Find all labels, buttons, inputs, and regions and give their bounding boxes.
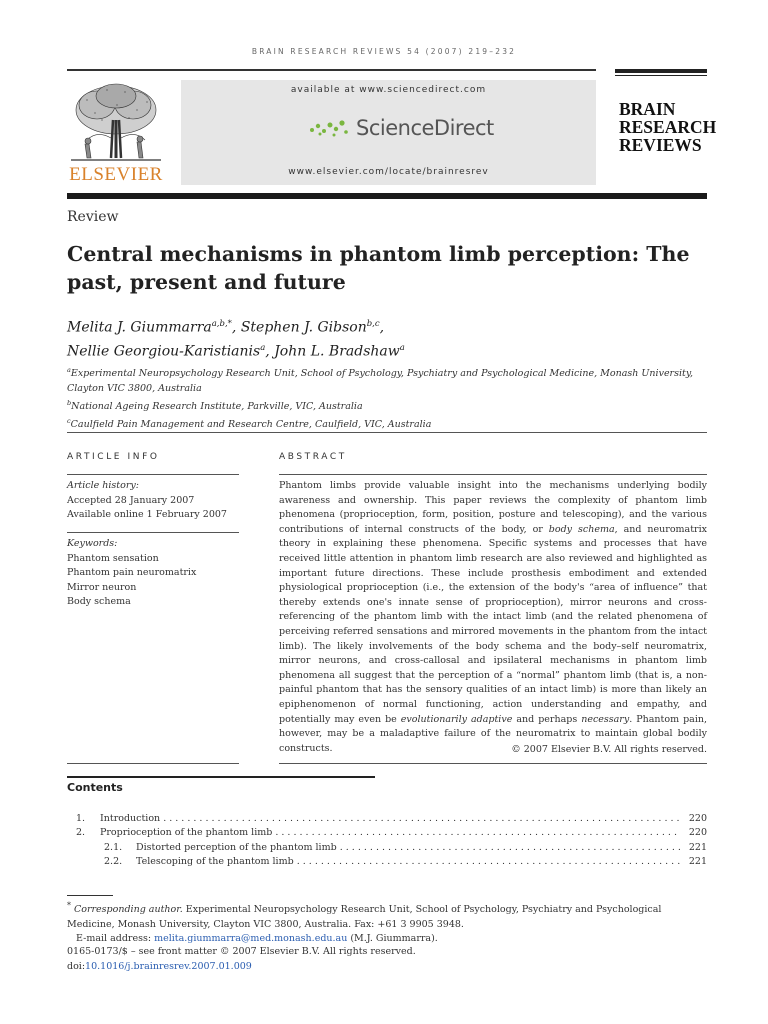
article-info-rule-bottom: [67, 763, 239, 764]
elsevier-tree-icon: [67, 80, 165, 166]
affiliation-text: Caulfield Pain Management and Research Centre, Caulfield, VIC, Australia: [70, 419, 432, 431]
toc-title[interactable]: Introduction . . .: [100, 813, 680, 824]
toc-title[interactable]: Telescoping of the phantom limb . . .: [136, 856, 680, 867]
affiliation-marker: b: [67, 399, 72, 408]
toc-entry[interactable]: [67, 827, 707, 841]
toc-number: 2.1.: [104, 842, 123, 853]
author-affil-marker: a: [260, 342, 266, 353]
sciencedirect-logo[interactable]: [308, 116, 494, 140]
header-rule-right-thin: [615, 75, 707, 76]
author-separator: ,: [265, 343, 275, 360]
abstract-emphasis: evolutionarily adaptive: [400, 713, 513, 725]
keyword: Body schema: [67, 596, 131, 607]
author-separator: ,: [231, 319, 241, 336]
footnote-label: Corresponding author.: [73, 904, 183, 916]
author-list: [67, 314, 707, 361]
keyword: Mirror neuron: [67, 581, 137, 593]
contents-heading: Contents: [67, 781, 123, 794]
footnote-text: Experimental Neuropsychology Research Unit, School of Psychology, Psychiatry and Psychological Medicine, Monash University, Clayton VIC 3800, Australia. Fax: +61 3 9905 3948.: [67, 904, 662, 930]
sciencedirect-wordmark: ScienceDirect: [356, 116, 494, 140]
abstract-rule: [279, 474, 707, 475]
keyword: Phantom sensation: [67, 552, 159, 564]
affiliation: [67, 396, 707, 414]
contents-rule: [67, 776, 375, 778]
toc-title[interactable]: Distorted perception of the phantom limb . . .: [136, 842, 680, 853]
toc-page: 221: [685, 842, 707, 853]
front-matter: [67, 945, 707, 974]
online-date: Available online 1 February 2007: [67, 509, 227, 520]
article-type: Review: [67, 209, 119, 225]
abstract-emphasis: body schema: [548, 523, 615, 535]
accepted-date: Accepted 28 January 2007: [67, 494, 195, 506]
abstract-run: . Phantom pain, however, may be a maladaptive failure of the neuromatrix to maintain global bodily constructs.: [279, 713, 707, 754]
sciencedirect-banner: [181, 80, 596, 185]
email-label: E-mail address:: [76, 933, 152, 945]
abstract-rule-bottom: [279, 763, 707, 764]
author-affil-marker: b,c: [366, 319, 380, 329]
running-head: BRAIN RESEARCH REVIEWS 54 (2007) 219–232: [251, 47, 517, 56]
email-link[interactable]: melita.giummarra@med.monash.edu.au: [154, 933, 348, 945]
keywords-block: [67, 537, 239, 610]
history-label: Article history:: [67, 480, 139, 491]
author-name[interactable]: Stephen J. Gibson: [240, 319, 367, 336]
abstract-copyright: © 2007 Elsevier B.V. All rights reserved.: [511, 744, 707, 755]
issn-line: 0165-0173/$ – see front matter © 2007 Elsevier B.V. All rights reserved.: [67, 946, 416, 957]
affiliation: [67, 363, 707, 396]
toc-entry[interactable]: [67, 856, 707, 870]
article-info-rule: [67, 532, 239, 533]
author-name[interactable]: Nellie Georgiou-Karistianis: [67, 343, 261, 360]
journal-name-line: REVIEWS: [619, 135, 702, 155]
article-title: Central mechanisms in phantom limb perception: The past, present and future: [67, 242, 690, 294]
section-divider: [67, 432, 707, 433]
masthead-rule: [67, 193, 707, 199]
toc-page: 220: [685, 813, 707, 824]
journal-name-line: RESEARCH: [619, 117, 717, 137]
header-rule-right: [615, 69, 707, 73]
sciencedirect-dots-icon: [308, 118, 350, 138]
elsevier-logo: [67, 80, 165, 186]
corresponding-author-footnote: [67, 899, 707, 947]
doi-prefix: doi:: [67, 960, 86, 972]
affiliation-marker: a: [67, 366, 71, 374]
elsevier-wordmark: ELSEVIER: [69, 164, 163, 185]
journal-url-text[interactable]: www.elsevier.com/locate/brainresrev: [288, 167, 489, 177]
journal-name-line: BRAIN: [619, 99, 676, 119]
email-suffix: (M.J. Giummarra).: [347, 933, 438, 945]
doi-link[interactable]: 10.1016/j.brainresrev.2007.01.009: [85, 960, 252, 972]
toc-title[interactable]: Proprioception of the phantom limb . . .: [100, 827, 680, 838]
author-name[interactable]: John L. Bradshaw: [274, 343, 400, 360]
journal-name: [619, 100, 716, 154]
abstract-text: [279, 479, 707, 756]
author-affil-marker: a: [399, 342, 405, 353]
doi-line: [67, 960, 707, 975]
author-separator: ,: [379, 319, 385, 336]
abstract-emphasis: necessary: [581, 713, 630, 725]
affiliations: [67, 363, 707, 432]
keyword: Phantom pain neuromatrix: [67, 567, 197, 578]
footnote-rule: [67, 895, 113, 896]
keywords-label: Keywords:: [67, 538, 118, 549]
article-history: [67, 479, 239, 523]
article-info-rule: [67, 474, 239, 475]
toc-page: 221: [685, 856, 707, 867]
abstract-run: , and neuromatrix theory in explaining these phenomena. Specific systems and processes that have received little attention in phantom limb research are also reviewed and highlighted as important future directions. These include prosthesis embodiment and extended physiological proprioception (i.e., the extension of the body's “area of influence” that thereby extends one's innate sense of proprioception), mirror neurons and cross-referencing of the phantom limb with the intact limb (and the related phenomena of perceiving referred sensations and mirrored movements in the phantom from the intact limb). The likely involvements of the body schema and the body–self neuromatrix, mirror neurons, and cross-callosal and ipsilateral mechanisms in phantom limb phenomena all suggest that the perception of a “normal” phantom limb (that is, a non-painful phantom that has the sensory qualities of an intact limb) is more than likely an epiphenomenon of normal functioning, action understanding and empathy, and potentially may even be: [279, 523, 707, 725]
affiliation: [67, 414, 707, 432]
toc-entry[interactable]: [67, 813, 707, 827]
available-at-text[interactable]: available at www.sciencedirect.com: [290, 85, 487, 95]
affiliation-marker: c: [67, 417, 71, 426]
abstract-run: and perhaps: [512, 713, 582, 725]
toc-page: 220: [685, 827, 707, 838]
toc-number: 2.: [76, 827, 86, 838]
toc-entry[interactable]: [67, 842, 707, 856]
footnote-marker: *: [67, 901, 71, 910]
author-affil-marker: a,b,*: [211, 319, 232, 329]
affiliation-text: National Ageing Research Institute, Parkville, VIC, Australia: [71, 401, 363, 413]
author-name[interactable]: Melita J. Giummarra: [67, 319, 212, 336]
abstract-run: Phantom limbs provide valuable insight into the mechanisms underlying bodily awareness and ownership. This paper reviews the complexity of phantom limb phenomena (proprioception, form, position, posture and telescoping), and the various contributions of internal constructs of the body, or: [279, 480, 707, 535]
article-info-heading: ARTICLE INFO: [67, 452, 160, 462]
abstract-heading: ABSTRACT: [279, 452, 347, 462]
toc-number: 1.: [76, 813, 86, 824]
header-rule: [67, 69, 596, 71]
affiliation-text: Experimental Neuropsychology Research Unit, School of Psychology, Psychiatry and Psychological Medicine, Monash University, Clayton VIC 3800, Australia: [67, 368, 693, 395]
toc-number: 2.2.: [104, 856, 123, 867]
